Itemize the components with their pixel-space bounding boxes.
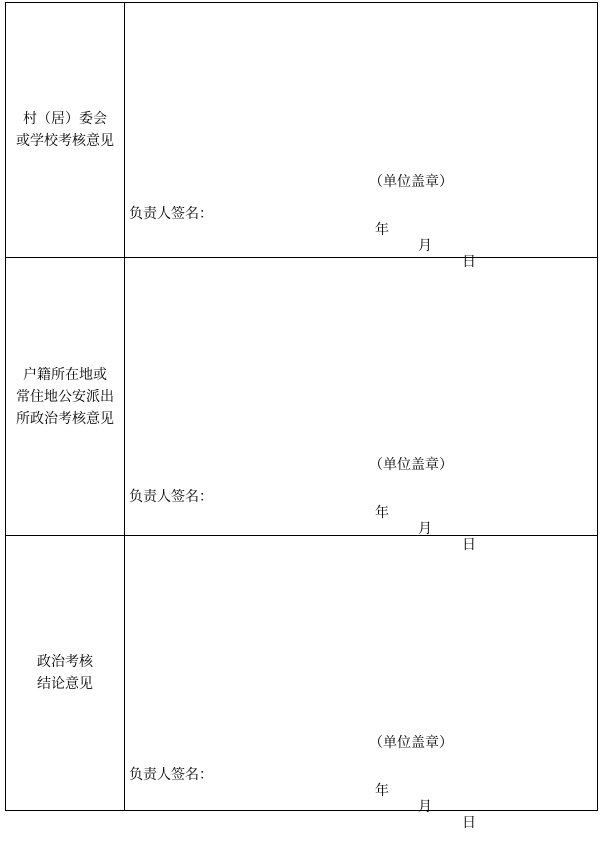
signer-label: 负责人签名： <box>129 206 213 222</box>
row-label-cell <box>6 258 125 536</box>
opinion-area[interactable] <box>125 3 598 270</box>
form-row-village-school <box>6 3 598 258</box>
row-label-line: 常住地公安派出 <box>16 388 114 405</box>
row-label <box>6 364 124 430</box>
row-label-cell <box>6 3 125 258</box>
date-month-label: 月 <box>418 799 432 815</box>
date-month-label: 月 <box>418 238 432 254</box>
row-label-line: 或学校考核意见 <box>16 133 114 149</box>
row-label <box>6 651 124 695</box>
date-day-label: 日 <box>462 815 476 831</box>
signer-label: 负责人签名： <box>129 767 213 783</box>
row-label-line: 村（居）委会 <box>23 111 107 127</box>
row-label <box>6 108 124 152</box>
row-label-line: 政治考核 <box>37 654 93 670</box>
row-label-line: 户籍所在地或 <box>23 366 107 383</box>
seal-note: （单位盖章） <box>369 457 453 473</box>
political-review-form <box>5 2 598 831</box>
form-row-police-station <box>6 258 598 536</box>
opinion-area[interactable] <box>125 536 598 831</box>
seal-note: （单位盖章） <box>369 174 453 190</box>
row-label-cell <box>6 536 125 811</box>
seal-note: （单位盖章） <box>369 735 453 751</box>
signer-label: 负责人签名： <box>129 489 213 505</box>
date-line <box>375 764 476 844</box>
form-row-conclusion <box>6 536 598 811</box>
date-day-label: 日 <box>462 254 476 270</box>
date-month-label: 月 <box>418 521 432 537</box>
row-label-line: 结论意见 <box>37 676 93 692</box>
date-day-label: 日 <box>462 537 476 553</box>
row-label-line: 所政治考核意见 <box>16 410 114 427</box>
date-year-label: 年 <box>375 505 389 521</box>
date-year-label: 年 <box>375 222 389 238</box>
date-year-label: 年 <box>375 783 389 799</box>
opinion-area[interactable] <box>125 258 598 553</box>
